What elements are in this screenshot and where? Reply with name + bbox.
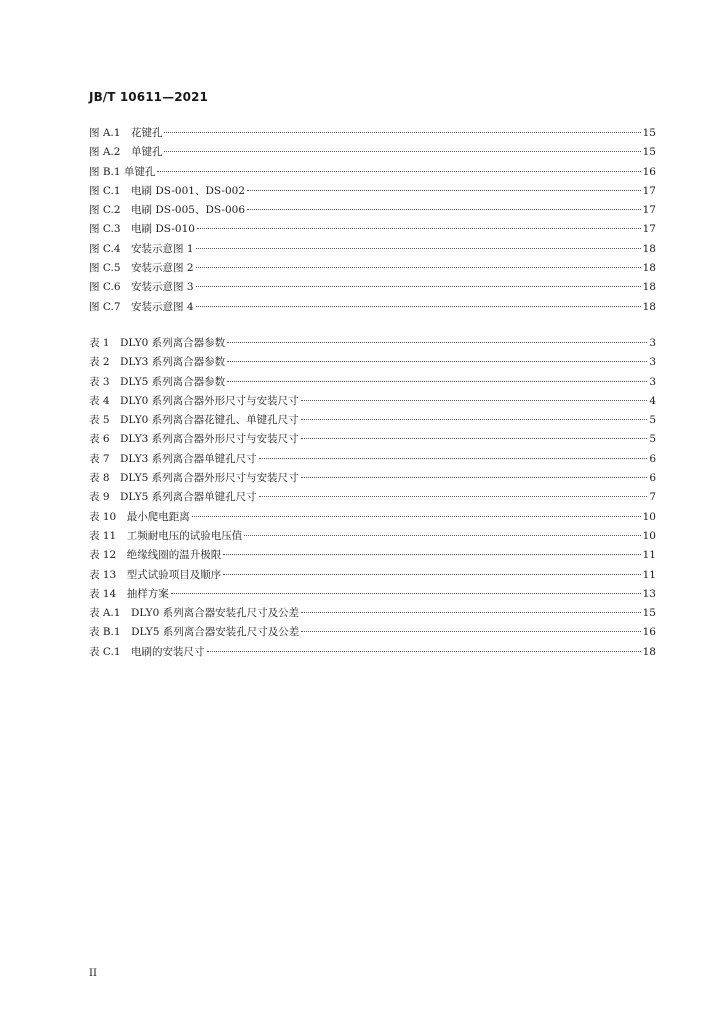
dot-leader bbox=[259, 496, 648, 497]
table-entry-page: 10 bbox=[642, 529, 656, 542]
figure-entry-page: 17 bbox=[642, 204, 656, 217]
table-entry-label: 表 14 抽样方案 bbox=[89, 587, 169, 600]
figure-entry-label: 图 C.7 安装示意图 4 bbox=[89, 300, 194, 313]
dot-leader bbox=[247, 190, 641, 191]
figure-entry-page: 15 bbox=[642, 146, 656, 159]
table-entry[interactable] bbox=[89, 469, 656, 488]
table-entry-label: 表 13 型式试验项目及顺序 bbox=[89, 568, 222, 581]
figure-entry-label: 图 B.1 单键孔 bbox=[89, 165, 156, 178]
dot-leader bbox=[196, 286, 641, 287]
table-entry-label: 表 8 DLY5 系列离合器外形尺寸与安装尺寸 bbox=[89, 472, 299, 485]
dot-leader bbox=[171, 593, 641, 594]
table-entry-label: 表 11 工频耐电压的试验电压值 bbox=[89, 529, 243, 542]
dot-leader bbox=[301, 477, 648, 478]
figure-entry[interactable] bbox=[89, 259, 656, 278]
table-list bbox=[89, 334, 656, 662]
table-entry-page: 7 bbox=[649, 491, 656, 504]
figure-entry-page: 16 bbox=[642, 165, 656, 178]
table-entry[interactable] bbox=[89, 527, 656, 546]
page-number: II bbox=[89, 968, 97, 979]
figure-entry-label: 图 C.2 电刷 DS-005、DS-006 bbox=[89, 204, 246, 217]
table-entry-page: 11 bbox=[642, 568, 656, 581]
table-entry-page: 10 bbox=[642, 510, 656, 523]
dot-leader bbox=[227, 361, 647, 362]
table-entry-page: 11 bbox=[642, 549, 656, 562]
table-entry[interactable] bbox=[89, 585, 656, 604]
table-entry-page: 15 bbox=[642, 607, 656, 620]
table-entry-page: 16 bbox=[642, 626, 656, 639]
table-entry-page: 18 bbox=[642, 645, 656, 658]
table-entry-page: 3 bbox=[649, 356, 656, 369]
figure-entry-page: 18 bbox=[642, 262, 656, 275]
table-entry-label: 表 5 DLY0 系列离合器花键孔、单键孔尺寸 bbox=[89, 414, 299, 427]
figure-entry[interactable] bbox=[89, 220, 656, 239]
table-entry[interactable] bbox=[89, 546, 656, 565]
dot-leader bbox=[301, 400, 648, 401]
table-entry-label: 表 6 DLY3 系列离合器外形尺寸与安装尺寸 bbox=[89, 433, 299, 446]
dot-leader bbox=[223, 574, 640, 575]
figure-entry-page: 17 bbox=[642, 184, 656, 197]
figure-entry[interactable] bbox=[89, 201, 656, 220]
document-number: JB/T 10611—2021 bbox=[89, 90, 209, 104]
dot-leader bbox=[196, 306, 641, 307]
table-entry-label: 表 10 最小爬电距离 bbox=[89, 510, 190, 523]
dot-leader bbox=[301, 438, 648, 439]
table-entry-label: 表 2 DLY3 系列离合器参数 bbox=[89, 356, 226, 369]
dot-leader bbox=[207, 651, 641, 652]
figure-entry-label: 图 C.3 电刷 DS-010 bbox=[89, 223, 195, 236]
table-entry-label: 表 1 DLY0 系列离合器参数 bbox=[89, 337, 226, 349]
dot-leader bbox=[164, 151, 640, 152]
figure-entry[interactable] bbox=[89, 182, 656, 201]
dot-leader bbox=[301, 631, 640, 632]
table-entry[interactable] bbox=[89, 334, 656, 353]
table-entry-page: 13 bbox=[642, 587, 656, 600]
dot-leader bbox=[227, 342, 647, 343]
table-entry-label: 表 B.1 DLY5 系列离合器安装孔尺寸及公差 bbox=[89, 626, 300, 639]
table-entry-page: 3 bbox=[649, 337, 656, 349]
figure-entry[interactable] bbox=[89, 124, 656, 143]
figure-entry-label: 图 A.1 花键孔 bbox=[89, 127, 163, 139]
figure-entry-label: 图 C.4 安装示意图 1 bbox=[89, 242, 194, 255]
dot-leader bbox=[301, 612, 641, 613]
figure-entry-label: 图 C.1 电刷 DS-001、DS-002 bbox=[89, 184, 246, 197]
dot-leader bbox=[301, 419, 648, 420]
figure-entry[interactable] bbox=[89, 143, 656, 162]
table-entry[interactable] bbox=[89, 411, 656, 430]
table-entry-page: 5 bbox=[649, 433, 656, 446]
table-entry[interactable] bbox=[89, 392, 656, 411]
figure-entry-page: 18 bbox=[642, 242, 656, 255]
figure-entry-page: 17 bbox=[642, 223, 656, 236]
figure-entry[interactable] bbox=[89, 163, 656, 182]
dot-leader bbox=[244, 535, 640, 536]
figure-entry-page: 18 bbox=[642, 281, 656, 294]
table-entry[interactable] bbox=[89, 450, 656, 469]
table-entry-page: 4 bbox=[649, 394, 656, 407]
dot-leader bbox=[196, 248, 641, 249]
table-entry[interactable] bbox=[89, 373, 656, 392]
dot-leader bbox=[157, 171, 640, 172]
figure-entry-page: 18 bbox=[642, 300, 656, 313]
table-entry[interactable] bbox=[89, 623, 656, 642]
table-entry[interactable] bbox=[89, 508, 656, 527]
dot-leader bbox=[197, 228, 641, 229]
table-entry-label: 表 A.1 DLY0 系列离合器安装孔尺寸及公差 bbox=[89, 607, 300, 620]
table-entry[interactable] bbox=[89, 353, 656, 372]
figure-entry-label: 图 C.6 安装示意图 3 bbox=[89, 281, 194, 294]
table-entry[interactable] bbox=[89, 604, 656, 623]
figure-entry-page: 15 bbox=[642, 127, 656, 139]
table-entry-label: 表 12 绝缘线圈的温升极限 bbox=[89, 549, 222, 562]
table-entry[interactable] bbox=[89, 430, 656, 449]
dot-leader bbox=[227, 381, 647, 382]
table-entry-page: 5 bbox=[649, 414, 656, 427]
table-entry-label: 表 3 DLY5 系列离合器参数 bbox=[89, 375, 226, 388]
figure-entry-label: 图 C.5 安装示意图 2 bbox=[89, 262, 194, 275]
figure-list bbox=[89, 124, 656, 317]
figure-entry[interactable] bbox=[89, 278, 656, 297]
table-entry[interactable] bbox=[89, 488, 656, 507]
dot-leader bbox=[223, 554, 640, 555]
table-entry[interactable] bbox=[89, 566, 656, 585]
table-entry-page: 6 bbox=[649, 452, 656, 465]
table-entry-page: 6 bbox=[649, 472, 656, 485]
table-entry[interactable] bbox=[89, 643, 656, 662]
figure-entry[interactable] bbox=[89, 240, 656, 259]
dot-leader bbox=[247, 209, 641, 210]
dot-leader bbox=[164, 132, 640, 133]
table-entry-page: 3 bbox=[649, 375, 656, 388]
dot-leader bbox=[192, 516, 641, 517]
dot-leader bbox=[259, 458, 648, 459]
figure-entry-label: 图 A.2 单键孔 bbox=[89, 146, 163, 159]
dot-leader bbox=[196, 267, 641, 268]
table-entry-label: 表 4 DLY0 系列离合器外形尺寸与安装尺寸 bbox=[89, 394, 299, 407]
table-entry-label: 表 9 DLY5 系列离合器单键孔尺寸 bbox=[89, 491, 257, 504]
table-entry-label: 表 C.1 电刷的安装尺寸 bbox=[89, 645, 205, 658]
figure-entry[interactable] bbox=[89, 298, 656, 317]
table-entry-label: 表 7 DLY3 系列离合器单键孔尺寸 bbox=[89, 452, 257, 465]
